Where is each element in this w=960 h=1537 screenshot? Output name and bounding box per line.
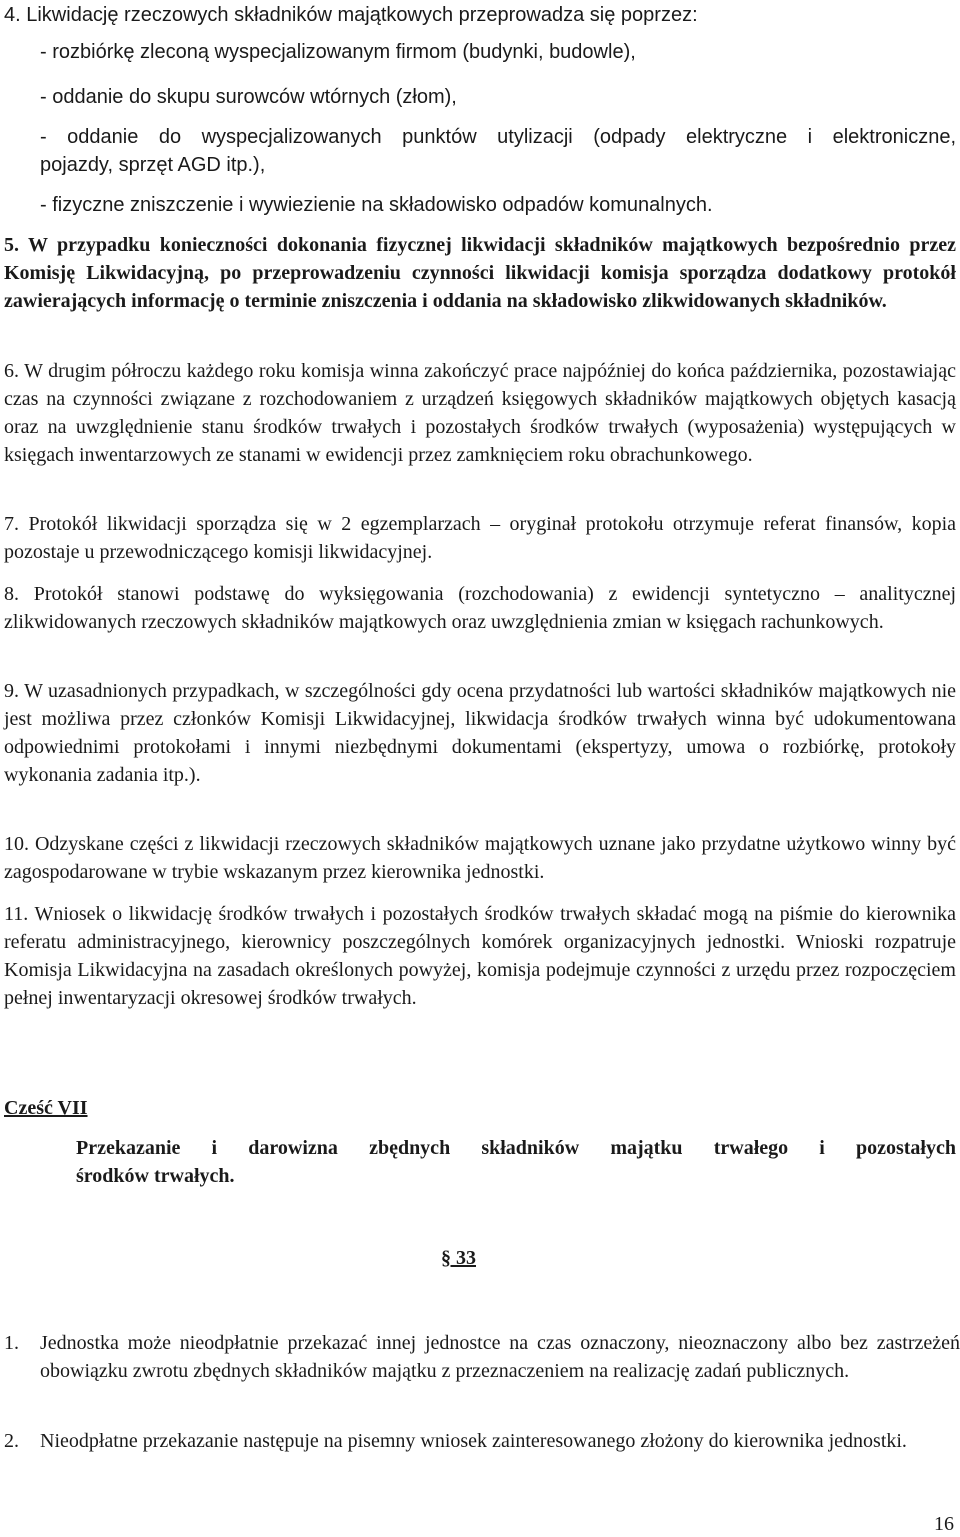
section-title-line1: Przekazanie i darowizna zbędnych składników majątku trwałego i pozostałych (76, 1137, 956, 1159)
intro-bullet: - rozbiórkę zleconą wyspecjalizowanym firmom (budynki, budowle), (40, 41, 636, 63)
intro-bullet: - oddanie do wyspecjalizowanych punktów utylizacji (odpady elektryczne i elektroniczne, (40, 126, 956, 148)
point-7: 7. Protokół likwidacji sporządza się w 2 egzemplarzach – oryginał protokołu otrzymuje referat finansów, kopia pozostaje u przewodniczącego komisji likwidacyjnej. (4, 513, 956, 563)
list-item-number: 2. (4, 1430, 19, 1452)
point-10: 10. Odzyskane części z likwidacji rzeczowych składników majątkowych uznane jako przydatne użytkowo winny być zagospodarowane w trybie wskazanym przez kierownika jednostki. (4, 833, 956, 883)
intro-bullet-continuation: pojazdy, sprzęt AGD itp.), (40, 154, 266, 176)
list-item-text: Jednostka może nieodpłatnie przekazać innej jednostce na czas oznaczony, nieoznaczony albo bez zastrzeżeń obowiązku zwrotu zbędnych składników majątku z przeznaczeniem na realizację zadań publicznych. (40, 1332, 960, 1382)
page-number: 16 (934, 1513, 954, 1535)
list-item-number: 1. (4, 1332, 19, 1354)
point-6: 6. W drugim półroczu każdego roku komisja winna zakończyć prace najpóźniej do końca października, pozostawiając czas na czynności związane z rozchodowaniem z urządzeń księgowych składników majątkowych objętych kasacją oraz na uwzględnienie stanu środków trwałych i pozostałych środków trwałych (wyposażenia) występujących w księgach inwentarzowych ze stanami w ewidencji przez zamknięciem roku obrachunkowego. (4, 360, 956, 466)
intro-title: 4. Likwidację rzeczowych składników majątkowych przeprowadza się poprzez: (4, 4, 698, 26)
intro-bullet: - oddanie do skupu surowców wtórnych (złom), (40, 86, 457, 108)
list-item-text: Nieodpłatne przekazanie następuje na pisemny wniosek zainteresowanego złożony do kierownika jednostki. (40, 1430, 907, 1452)
point-5: 5. W przypadku konieczności dokonania fizycznej likwidacji składników majątkowych bezpośrednio przez Komisję Likwidacyjną, po przeprowadzeniu czynności likwidacji komisja sporządza dodatkowy protokół zawierających informację o terminie zniszczenia i oddania na składowisko zlikwidowanych składników. (4, 234, 956, 312)
point-8: 8. Protokół stanowi podstawę do wyksięgowania (rozchodowania) z ewidencji syntetyczno – analitycznej zlikwidowanych rzeczowych składników majątkowych oraz uwzględnienia zmian w księgach rachunkowych. (4, 583, 956, 633)
section-label: Cześć VII (4, 1097, 88, 1119)
intro-bullet: - fizyczne zniszczenie i wywiezienie na składowisko odpadów komunalnych. (40, 194, 713, 216)
section-title-line2: środków trwałych. (76, 1165, 235, 1187)
point-11: 11. Wniosek o likwidację środków trwałych i pozostałych środków trwałych składać mogą na piśmie do kierownika referatu administracyjnego, kierownicy poszczególnych komórek organizacyjnych jednostki. Wnioski rozpatruje Komisja Likwidacyjna na zasadach określonych powyżej, komisja podejmuje czynności z urzędu przez rozpoczęciem pełnej inwentaryzacji okresowej środków trwałych. (4, 903, 956, 1009)
point-9: 9. W uzasadnionych przypadkach, w szczególności gdy ocena przydatności lub wartości składników majątkowych nie jest możliwa przez członków Komisji Likwidacyjnej, likwidacja środków trwałych winna być udokumentowana odpowiednimi protokołami i innymi niezbędnymi dokumentami (ekspertyzy, umowa o rozbiórkę, protokoły wykonania zadania itp.). (4, 680, 956, 786)
paragraph-mark: § 33 (441, 1247, 476, 1269)
